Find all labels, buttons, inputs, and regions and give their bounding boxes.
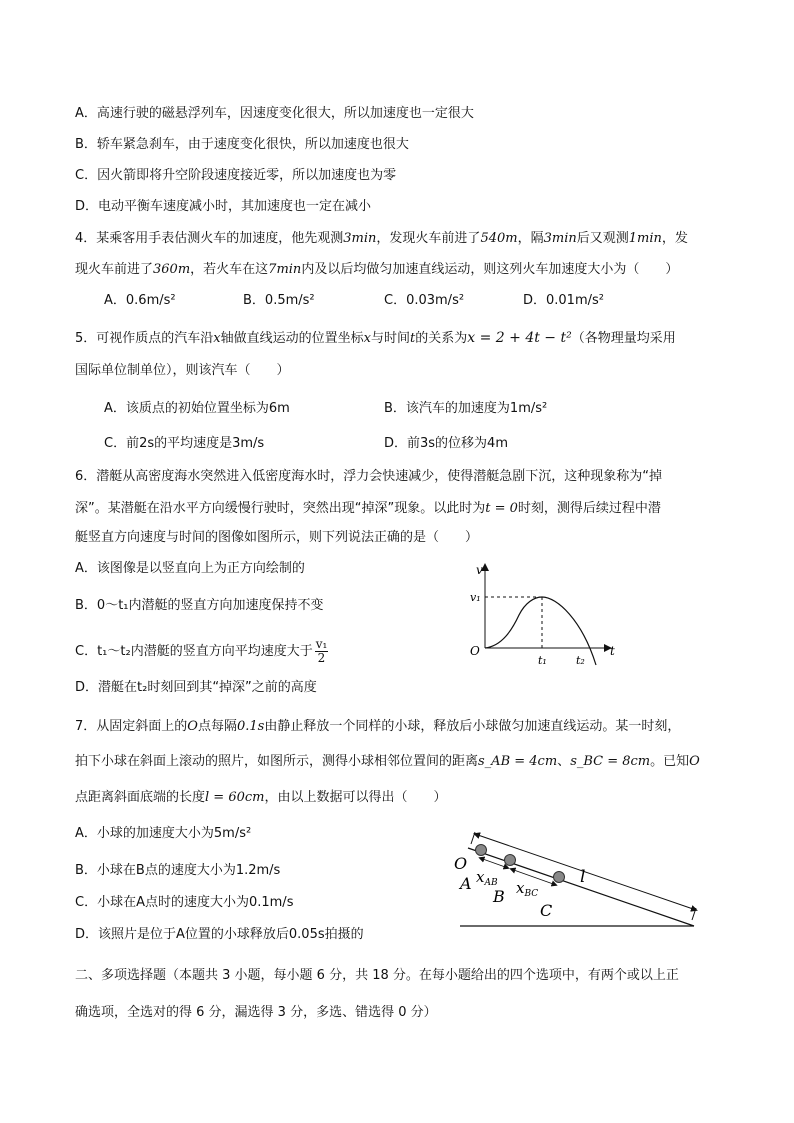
figure-label-o: O xyxy=(454,854,468,873)
q4-stem-line2: 现火车前进了360m，若火车在这7min内及以后均做匀加速直线运动，则这列火车加速度大小为（ ） xyxy=(75,262,679,277)
ball-b xyxy=(505,855,516,866)
graph-label-v1: v₁ xyxy=(470,591,481,604)
q6-stem-line1: 6．潜艇从高密度海水突然进入低密度海水时，浮力会快速减少，使得潜艇急剧下沉，这种现象称为“掉 xyxy=(75,469,663,484)
q6-option-a: A．该图像是以竖直向上为正方向绘制的 xyxy=(75,561,305,576)
q6-option-d: D．潜艇在t₂时刻回到其“掉深”之前的高度 xyxy=(75,680,317,695)
q4-option-a: A．0.6m/s² xyxy=(104,293,176,308)
figure-label-a: A xyxy=(460,874,472,893)
q6-option-b: B．0～t₁内潜艇的竖直方向加速度保持不变 xyxy=(75,598,324,613)
q4-option-c: C．0.03m/s² xyxy=(384,293,465,308)
velocity-time-graph xyxy=(462,560,622,675)
xab-arrow xyxy=(480,858,508,868)
q7-stem-line2: 拍下小球在斜面上滚动的照片，如图所示，测得小球相邻位置间的距离s_AB = 4cm、s_BC = 8cm。已知O xyxy=(75,754,700,769)
ball-a xyxy=(476,845,487,856)
q5-option-c: C．前2s的平均速度是3m/s xyxy=(104,436,265,451)
graph-label-origin: O xyxy=(470,644,480,658)
section2-heading-line2: 确选项，全选对的得 6 分，漏选得 3 分，多选、错选得 0 分） xyxy=(75,1005,437,1020)
q7-stem-line1: 7．从固定斜面上的O点每隔0.1s由静止释放一个同样的小球，释放后小球做匀加速直线运动。某一时刻， xyxy=(75,719,681,734)
q5-option-d: D．前3s的位移为4m xyxy=(384,436,508,451)
q3-option-a: A．高速行驶的磁悬浮列车，因速度变化很大，所以加速度也一定很大 xyxy=(75,106,474,121)
figure-label-xbc: $x_{BC}$ xyxy=(516,879,539,899)
figure-label-l: l xyxy=(580,867,586,887)
graph-label-t2: t₂ xyxy=(576,654,585,667)
ball-c xyxy=(554,872,565,883)
figure-label-xab: $x_{AB}$ xyxy=(476,868,498,888)
q6-option-c: C．t₁～t₂内潜艇的竖直方向平均速度大于 $\frac{\text{v₁}}{2}$ xyxy=(75,637,328,665)
section2-heading-line1: 二、多项选择题（本题共 3 小题，每小题 6 分，共 18 分。在每小题给出的四个选项中，有两个或以上正 xyxy=(75,968,679,983)
q3-option-b: B．轿车紧急刹车，由于速度变化很快，所以加速度也很大 xyxy=(75,137,409,152)
q5-option-a: A．该质点的初始位置坐标为6m xyxy=(104,401,290,416)
q4-stem-line1: 4．某乘客用手表估测火车的加速度，他先观测3min，发现火车前进了540m，隔3min后又观测1min，发 xyxy=(75,231,688,246)
q3-option-c: C．因火箭即将升空阶段速度接近零，所以加速度也为零 xyxy=(75,168,397,183)
graph-label-v: v xyxy=(476,563,483,577)
incline-figure xyxy=(448,822,708,934)
tick-o xyxy=(471,832,475,844)
q7-option-c: C．小球在A点时的速度大小为0.1m/s xyxy=(75,895,294,910)
q6-stem-line2: 深”。某潜艇在沿水平方向缓慢行驶时，突然出现“掉深”现象。以此时为t = 0时刻，测得后续过程中潜 xyxy=(75,501,661,516)
q4-option-d: D．0.01m/s² xyxy=(523,293,604,308)
v1-over-2-fraction: $\frac{\text{v₁}}{2}$ xyxy=(315,637,328,665)
graph-label-t1: t₁ xyxy=(538,654,547,667)
q6-stem-line3: 艇竖直方向速度与时间的图像如图所示，则下列说法正确的是（ ） xyxy=(75,530,479,545)
q3-option-d: D．电动平衡车速度减小时，其加速度也一定在减小 xyxy=(75,199,372,214)
q5-stem-line2: 国际单位制单位），则该汽车（ ） xyxy=(75,363,290,378)
q7-option-d: D．该照片是位于A位置的小球释放后0.05s拍摄的 xyxy=(75,927,364,942)
q5-option-b: B．该汽车的加速度为1m/s² xyxy=(384,401,548,416)
q7-option-b: B．小球在B点的速度大小为1.2m/s xyxy=(75,863,281,878)
q5-stem-line1: 5．可视作质点的汽车沿x轴做直线运动的位置坐标x与时间t的关系为x = 2 + 4t − t²（各物理量均采用 xyxy=(75,330,676,346)
q7-option-a: A．小球的加速度大小为5m/s² xyxy=(75,826,252,841)
q7-stem-line3: 点距离斜面底端的长度l = 60cm，由以上数据可以得出（ ） xyxy=(75,790,447,805)
q4-option-b: B．0.5m/s² xyxy=(243,293,315,308)
length-l-indicator xyxy=(475,834,696,910)
figure-label-c: C xyxy=(540,901,553,920)
figure-label-b: B xyxy=(493,887,505,906)
graph-label-t: t xyxy=(610,644,615,658)
